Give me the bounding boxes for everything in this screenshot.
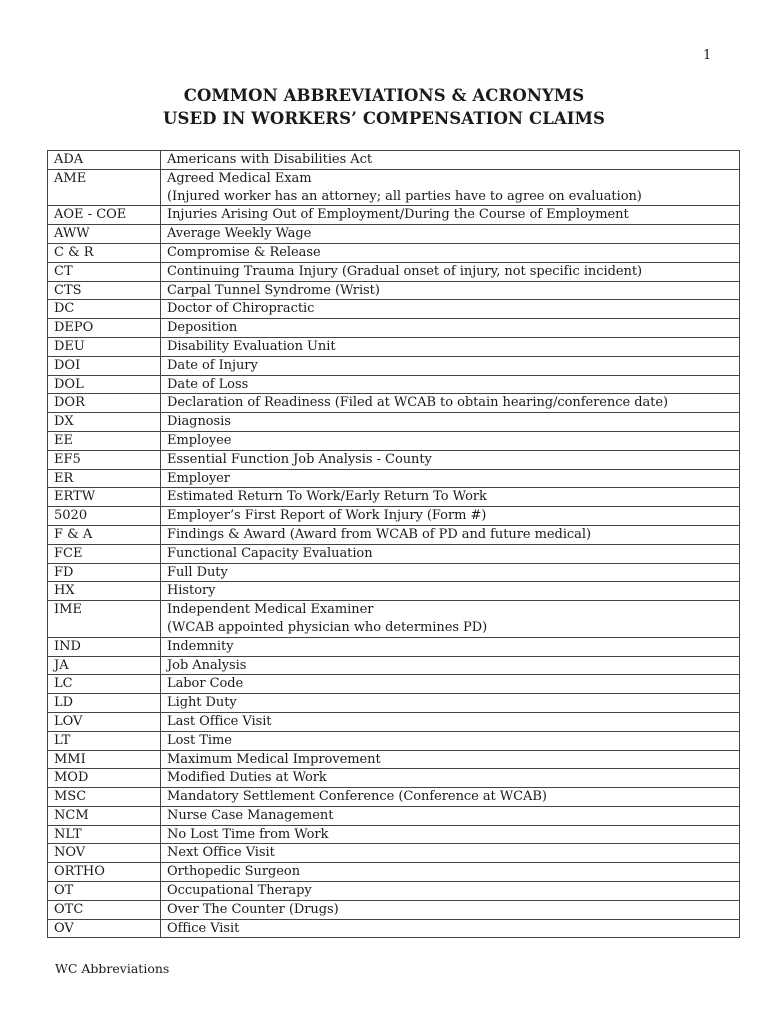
- definition-line: Compromise & Release: [167, 244, 321, 260]
- definition-line: Next Office Visit: [167, 845, 275, 861]
- definition-line: Full Duty: [167, 564, 228, 580]
- definition-line: Date of Injury: [167, 357, 258, 373]
- table-row: [48, 675, 740, 694]
- table-row: [48, 413, 740, 432]
- definition-cell: [161, 825, 740, 844]
- table-row: [48, 319, 740, 338]
- definition-cell: [161, 206, 740, 225]
- abbreviation-cell: DX: [48, 413, 161, 432]
- definition-line: No Lost Time from Work: [167, 826, 329, 842]
- table-row: [48, 582, 740, 601]
- table-row: [48, 919, 740, 938]
- abbreviation-cell: IND: [48, 637, 161, 656]
- abbreviation-cell: DC: [48, 300, 161, 319]
- table-row: [48, 656, 740, 675]
- definition-cell: [161, 637, 740, 656]
- abbreviation-cell: ADA: [48, 151, 161, 170]
- definition-cell: [161, 675, 740, 694]
- definition-line: Diagnosis: [167, 414, 231, 430]
- table-row: [48, 750, 740, 769]
- definition-cell: [161, 225, 740, 244]
- definition-cell: [161, 262, 740, 281]
- definition-cell: [161, 488, 740, 507]
- abbreviation-cell: FD: [48, 563, 161, 582]
- table-row: [48, 243, 740, 262]
- definition-line: Over The Counter (Drugs): [167, 901, 339, 917]
- definition-line: Indemnity: [167, 638, 234, 654]
- definition-cell: [161, 712, 740, 731]
- definition-line: Estimated Return To Work/Early Return To Work: [167, 489, 487, 505]
- abbreviation-cell: NCM: [48, 806, 161, 825]
- abbreviation-cell: ERTW: [48, 488, 161, 507]
- definition-line: (WCAB appointed physician who determines PD): [167, 619, 488, 635]
- definition-line: Carpal Tunnel Syndrome (Wrist): [167, 282, 380, 298]
- title-line-1: COMMON ABBREVIATIONS & ACRONYMS: [183, 86, 585, 105]
- table-row: [48, 431, 740, 450]
- table-row: [48, 300, 740, 319]
- abbreviation-cell: LC: [48, 675, 161, 694]
- table-row: [48, 375, 740, 394]
- definition-cell: [161, 863, 740, 882]
- table-row: [48, 337, 740, 356]
- definition-cell: [161, 844, 740, 863]
- definition-cell: [161, 469, 740, 488]
- table-row: [48, 769, 740, 788]
- abbreviation-cell: ORTHO: [48, 863, 161, 882]
- definition-line: History: [167, 583, 216, 599]
- abbreviation-cell: MSC: [48, 788, 161, 807]
- abbreviation-cell: ER: [48, 469, 161, 488]
- table-row: [48, 544, 740, 563]
- abbreviation-cell: LT: [48, 731, 161, 750]
- abbreviation-cell: EF5: [48, 450, 161, 469]
- definition-cell: [161, 769, 740, 788]
- definition-cell: [161, 300, 740, 319]
- definition-cell: [161, 601, 740, 638]
- definition-line: Deposition: [167, 320, 238, 336]
- abbreviation-cell: C & R: [48, 243, 161, 262]
- abbreviations-table-body: [48, 151, 740, 938]
- definition-cell: [161, 900, 740, 919]
- definition-cell: [161, 356, 740, 375]
- definition-line: Employee: [167, 432, 232, 448]
- definition-line: Essential Function Job Analysis - County: [167, 451, 432, 467]
- definition-line: Mandatory Settlement Conference (Conference at WCAB): [167, 789, 547, 805]
- table-row: [48, 450, 740, 469]
- table-row: [48, 637, 740, 656]
- abbreviation-cell: AWW: [48, 225, 161, 244]
- definition-cell: [161, 731, 740, 750]
- definition-cell: [161, 281, 740, 300]
- table-row: [48, 356, 740, 375]
- definition-cell: [161, 750, 740, 769]
- abbreviation-cell: EE: [48, 431, 161, 450]
- table-row: [48, 169, 740, 206]
- abbreviation-cell: LD: [48, 694, 161, 713]
- table-row: [48, 712, 740, 731]
- abbreviation-cell: NOV: [48, 844, 161, 863]
- definition-line: Job Analysis: [167, 657, 247, 673]
- definition-line: Light Duty: [167, 695, 237, 711]
- table-row: [48, 488, 740, 507]
- definition-cell: [161, 582, 740, 601]
- abbreviation-cell: OTC: [48, 900, 161, 919]
- abbreviation-cell: JA: [48, 656, 161, 675]
- page-number: 1: [703, 48, 712, 63]
- table-row: [48, 731, 740, 750]
- title-line-2: USED IN WORKERS’ COMPENSATION CLAIMS: [162, 109, 605, 128]
- abbreviation-cell: IME: [48, 601, 161, 638]
- definition-line: Modified Duties at Work: [167, 770, 327, 786]
- definition-cell: [161, 169, 740, 206]
- definition-cell: [161, 507, 740, 526]
- definition-cell: [161, 431, 740, 450]
- definition-line: (Injured worker has an attorney; all parties have to agree on evaluation): [167, 188, 642, 204]
- abbreviation-cell: NLT: [48, 825, 161, 844]
- definition-cell: [161, 375, 740, 394]
- definition-line: Continuing Trauma Injury (Gradual onset of injury, not specific incident): [167, 263, 643, 279]
- definition-cell: [161, 413, 740, 432]
- table-row: [48, 225, 740, 244]
- table-row: [48, 863, 740, 882]
- definition-cell: [161, 319, 740, 338]
- abbreviation-cell: DEPO: [48, 319, 161, 338]
- definition-line: Independent Medical Examiner: [167, 602, 374, 618]
- definition-cell: [161, 656, 740, 675]
- abbreviation-cell: AOE - COE: [48, 206, 161, 225]
- definition-cell: [161, 694, 740, 713]
- abbreviation-cell: OV: [48, 919, 161, 938]
- definition-cell: [161, 806, 740, 825]
- definition-line: Occupational Therapy: [167, 883, 312, 899]
- abbreviation-cell: AME: [48, 169, 161, 206]
- table-row: [48, 788, 740, 807]
- definition-line: Employer’s First Report of Work Injury (Form #): [167, 508, 487, 524]
- table-row: [48, 394, 740, 413]
- table-row: [48, 694, 740, 713]
- definition-line: Employer: [167, 470, 230, 486]
- table-row: [48, 882, 740, 901]
- table-row: [48, 262, 740, 281]
- abbreviation-cell: MMI: [48, 750, 161, 769]
- definition-cell: [161, 525, 740, 544]
- definition-cell: [161, 243, 740, 262]
- abbreviation-cell: HX: [48, 582, 161, 601]
- abbreviation-cell: MOD: [48, 769, 161, 788]
- definition-cell: [161, 563, 740, 582]
- table-row: [48, 469, 740, 488]
- table-row: [48, 825, 740, 844]
- table-row: [48, 281, 740, 300]
- definition-cell: [161, 788, 740, 807]
- abbreviation-cell: CTS: [48, 281, 161, 300]
- footer-label: WC Abbreviations: [55, 961, 170, 976]
- abbreviation-cell: OT: [48, 882, 161, 901]
- definition-line: Date of Loss: [167, 376, 249, 392]
- definition-line: Declaration of Readiness (Filed at WCAB to obtain hearing/conference date): [167, 395, 669, 411]
- abbreviation-cell: F & A: [48, 525, 161, 544]
- definition-cell: [161, 151, 740, 170]
- definition-line: Injuries Arising Out of Employment/During the Course of Employment: [167, 207, 629, 223]
- table-row: [48, 563, 740, 582]
- abbreviation-cell: DEU: [48, 337, 161, 356]
- definition-line: Disability Evaluation Unit: [167, 338, 336, 354]
- abbreviation-cell: DOL: [48, 375, 161, 394]
- definition-cell: [161, 450, 740, 469]
- table-row: [48, 206, 740, 225]
- definition-line: Functional Capacity Evaluation: [167, 545, 373, 561]
- definition-line: Office Visit: [167, 920, 240, 936]
- definition-cell: [161, 882, 740, 901]
- abbreviation-cell: FCE: [48, 544, 161, 563]
- abbreviation-cell: DOR: [48, 394, 161, 413]
- definition-line: Labor Code: [167, 676, 244, 692]
- definition-line: Agreed Medical Exam: [167, 170, 312, 186]
- table-row: [48, 900, 740, 919]
- definition-line: Findings & Award (Award from WCAB of PD and future medical): [167, 526, 591, 542]
- definition-cell: [161, 337, 740, 356]
- abbreviations-table: [47, 150, 740, 938]
- definition-line: Maximum Medical Improvement: [167, 751, 381, 767]
- definition-line: Lost Time: [167, 732, 232, 748]
- page-title: [0, 84, 768, 130]
- table-row: [48, 601, 740, 638]
- abbreviation-cell: DOI: [48, 356, 161, 375]
- abbreviation-cell: LOV: [48, 712, 161, 731]
- table-row: [48, 806, 740, 825]
- definition-line: Americans with Disabilities Act: [167, 152, 373, 167]
- table-row: [48, 151, 740, 170]
- definition-line: Average Weekly Wage: [167, 226, 312, 242]
- table-row: [48, 525, 740, 544]
- abbreviation-cell: 5020: [48, 507, 161, 526]
- definition-line: Nurse Case Management: [167, 807, 334, 823]
- definition-line: Doctor of Chiropractic: [167, 301, 315, 317]
- table-row: [48, 507, 740, 526]
- abbreviation-cell: CT: [48, 262, 161, 281]
- definition-cell: [161, 394, 740, 413]
- definition-cell: [161, 544, 740, 563]
- definition-line: Last Office Visit: [167, 713, 272, 729]
- table-row: [48, 844, 740, 863]
- definition-cell: [161, 919, 740, 938]
- definition-line: Orthopedic Surgeon: [167, 864, 301, 880]
